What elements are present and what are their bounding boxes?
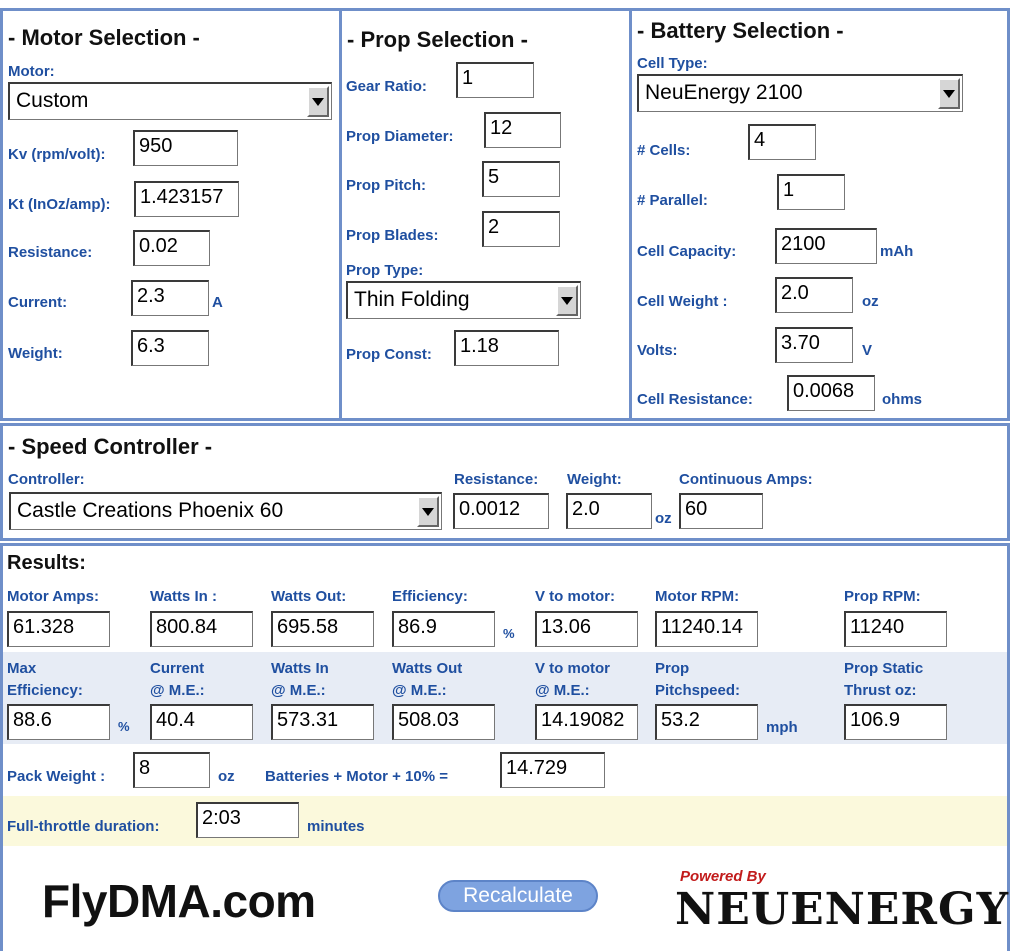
esc-weight-input[interactable]: 2.0	[566, 493, 652, 529]
prop-rpm-label: Prop RPM:	[844, 588, 921, 605]
recalculate-button[interactable]: Recalculate	[438, 880, 598, 912]
pitchspeed-label-line1: Prop	[655, 660, 690, 677]
current-input[interactable]: 2.3	[131, 280, 209, 316]
prop-type-select-value: Thin Folding	[354, 288, 470, 311]
prop-const-input[interactable]: 1.18	[454, 330, 559, 366]
v-to-motor-me-output: 14.19082	[535, 704, 638, 740]
esc-resistance-label: Resistance:	[454, 471, 539, 488]
cell-type-select-value: NeuEnergy 2100	[645, 81, 803, 104]
cell-resistance-unit: ohms	[882, 391, 923, 408]
motor-amps-label: Motor Amps:	[7, 588, 99, 605]
motor-select[interactable]	[8, 82, 332, 120]
battery-section-title: - Battery Selection -	[637, 18, 844, 43]
cell-type-select[interactable]	[637, 74, 963, 112]
controller-select-value: Castle Creations Phoenix 60	[17, 499, 284, 522]
watts-out-me-output: 508.03	[392, 704, 495, 740]
esc-weight-unit: oz	[655, 510, 672, 527]
chevron-down-icon[interactable]	[307, 86, 329, 117]
volts-unit: V	[862, 342, 873, 359]
efficiency-unit: %	[503, 626, 515, 641]
motor-resistance-input[interactable]: 0.02	[133, 230, 210, 266]
max-efficiency-label-line2: Efficiency:	[7, 682, 83, 699]
current-me-label-line2: @ M.E.:	[150, 682, 205, 699]
cell-resistance-label: Cell Resistance:	[637, 391, 753, 408]
watts-in-output: 800.84	[150, 611, 253, 647]
prop-diameter-input[interactable]: 12	[484, 112, 561, 148]
duration-unit: minutes	[307, 818, 365, 835]
efficiency-label: Efficiency:	[392, 588, 468, 605]
cells-label: # Cells:	[637, 142, 691, 159]
current-me-output: 40.4	[150, 704, 253, 740]
prop-type-label: Prop Type:	[346, 262, 424, 279]
watts-out-output: 695.58	[271, 611, 374, 647]
prop-section-title: - Prop Selection -	[347, 27, 528, 52]
watts-in-me-label-line1: Watts In	[271, 660, 329, 677]
cell-weight-label: Cell Weight :	[637, 293, 728, 310]
efficiency-output: 86.9	[392, 611, 495, 647]
cell-weight-input[interactable]: 2.0	[775, 277, 853, 313]
cells-input[interactable]: 4	[748, 124, 816, 160]
results-title: Results:	[7, 552, 86, 574]
controller-select[interactable]	[9, 492, 442, 530]
motor-label: Motor:	[8, 63, 55, 80]
prop-pitch-input[interactable]: 5	[482, 161, 560, 197]
cell-resistance-input[interactable]: 0.0068	[787, 375, 875, 411]
current-unit: A	[212, 294, 223, 311]
continuous-amps-label: Continuous Amps:	[679, 471, 813, 488]
pack-weight-input[interactable]: 8	[133, 752, 210, 788]
parallel-label: # Parallel:	[637, 192, 708, 209]
motor-section-title: - Motor Selection -	[8, 25, 200, 50]
gear-ratio-input[interactable]: 1	[456, 62, 534, 98]
total-weight-output: 14.729	[500, 752, 605, 788]
parallel-input[interactable]: 1	[777, 174, 845, 210]
pitchspeed-output: 53.2	[655, 704, 758, 740]
chevron-down-icon[interactable]	[556, 285, 578, 316]
speed-controller-title: - Speed Controller -	[8, 434, 213, 459]
continuous-amps-input[interactable]: 60	[679, 493, 763, 529]
max-efficiency-unit: %	[118, 719, 130, 734]
prop-blades-label: Prop Blades:	[346, 227, 439, 244]
watts-out-label: Watts Out:	[271, 588, 347, 605]
watts-out-me-label-line1: Watts Out	[392, 660, 463, 677]
volts-label: Volts:	[637, 342, 678, 359]
max-efficiency-label-line1: Max	[7, 660, 37, 677]
powered-by-text: Powered By	[680, 868, 766, 885]
neuenergy-logo: NEUENERGY	[675, 884, 1009, 935]
pitchspeed-unit: mph	[766, 719, 798, 736]
pitchspeed-label-line2: Pitchspeed:	[655, 682, 741, 699]
kv-input[interactable]: 950	[133, 130, 238, 166]
prop-pitch-label: Prop Pitch:	[346, 177, 427, 194]
motor-select-value: Custom	[16, 89, 89, 112]
current-me-label-line1: Current	[150, 660, 205, 677]
prop-type-select[interactable]	[346, 281, 581, 319]
watts-in-me-output: 573.31	[271, 704, 374, 740]
flydma-logo: FlyDMA.com	[42, 875, 316, 927]
pack-weight-unit: oz	[218, 768, 235, 785]
weight-label: Weight:	[8, 345, 63, 362]
cell-capacity-label: Cell Capacity:	[637, 243, 737, 260]
chevron-down-icon[interactable]	[938, 78, 960, 109]
cell-capacity-input[interactable]: 2100	[775, 228, 877, 264]
max-efficiency-output: 88.6	[7, 704, 110, 740]
prop-rpm-output: 11240	[844, 611, 947, 647]
gear-ratio-label: Gear Ratio:	[346, 78, 427, 95]
v-to-motor-label: V to motor:	[535, 588, 615, 605]
watts-out-me-label-line2: @ M.E.:	[392, 682, 447, 699]
cell-weight-unit: oz	[862, 293, 879, 310]
volts-input[interactable]: 3.70	[775, 327, 853, 363]
resistance-label: Resistance:	[8, 244, 93, 261]
cell-type-label: Cell Type:	[637, 55, 708, 72]
prop-const-label: Prop Const:	[346, 346, 432, 363]
static-thrust-output: 106.9	[844, 704, 947, 740]
motor-rpm-label: Motor RPM:	[655, 588, 740, 605]
duration-output: 2:03	[196, 802, 299, 838]
watts-in-label: Watts In :	[150, 588, 217, 605]
duration-label: Full-throttle duration:	[7, 818, 160, 835]
prop-diameter-label: Prop Diameter:	[346, 128, 454, 145]
total-weight-label: Batteries + Motor + 10% =	[265, 768, 448, 785]
chevron-down-icon[interactable]	[417, 496, 439, 527]
v-to-motor-output: 13.06	[535, 611, 638, 647]
motor-amps-output: 61.328	[7, 611, 110, 647]
static-thrust-label-line2: Thrust oz:	[844, 682, 917, 699]
esc-resistance-input[interactable]: 0.0012	[453, 493, 549, 529]
static-thrust-label-line1: Prop Static	[844, 660, 924, 677]
watts-in-me-label-line2: @ M.E.:	[271, 682, 326, 699]
v-to-motor-me-label-line2: @ M.E.:	[535, 682, 590, 699]
v-to-motor-me-label-line1: V to motor	[535, 660, 610, 677]
motor-weight-input[interactable]: 6.3	[131, 330, 209, 366]
capacity-unit: mAh	[880, 243, 914, 260]
prop-blades-input[interactable]: 2	[482, 211, 560, 247]
kv-label: Kv (rpm/volt):	[8, 146, 106, 163]
motor-rpm-output: 11240.14	[655, 611, 758, 647]
kt-input[interactable]: 1.423157	[134, 181, 239, 217]
esc-weight-label: Weight:	[567, 471, 622, 488]
current-label: Current:	[8, 294, 68, 311]
pack-weight-label: Pack Weight :	[7, 768, 106, 785]
controller-label: Controller:	[8, 471, 85, 488]
kt-label: Kt (InOz/amp):	[8, 196, 111, 213]
